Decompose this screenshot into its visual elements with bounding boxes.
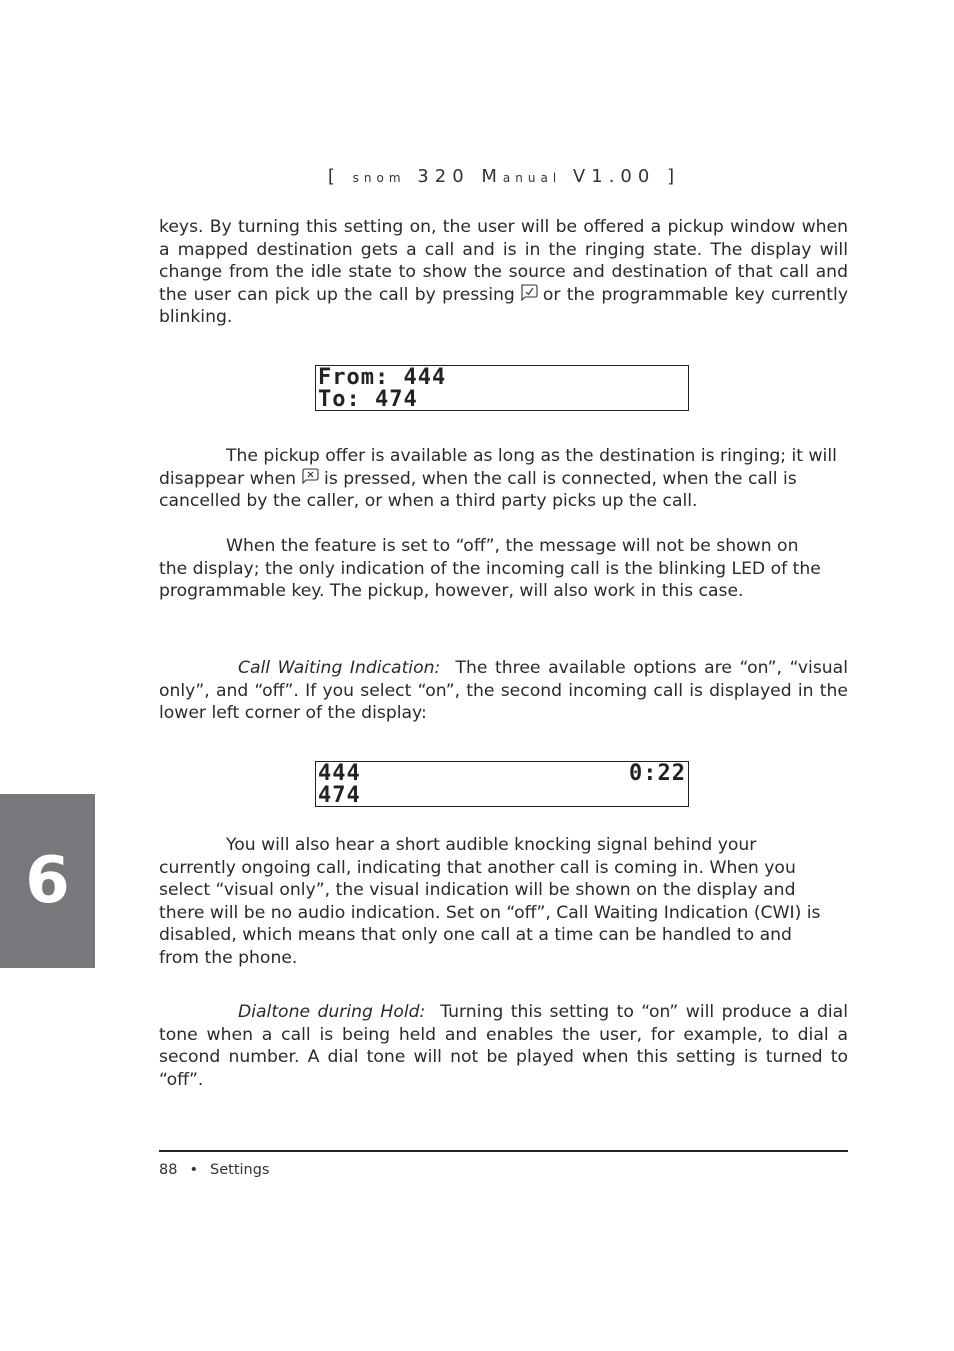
paragraph-dialtone-hold: Dialtone during Hold: Turning this setting to “on” will produce a dial tone when a call is being held and enables the user, for example, to dial a second number. A dial tone will not be played when this setting is turned to “off”. bbox=[159, 1002, 848, 1090]
lcd-line: To: 474 bbox=[318, 387, 418, 412]
check-key-icon bbox=[519, 284, 539, 302]
header-model: 320 bbox=[417, 166, 470, 187]
chapter-tab: 6 bbox=[0, 794, 95, 968]
header-manual: Manual bbox=[481, 166, 562, 187]
header-brand: snom bbox=[352, 171, 406, 185]
paragraph-pickup-window: keys. By turning this setting on, the user will be offered a pickup window when a mapped destination gets a call and is in the ringing state. The display will change from the idle state to show the source and destination of that call and the user can pick up the call by pressing or the programmable key currently blinking. bbox=[159, 217, 848, 327]
lcd-line: From: 444 bbox=[318, 365, 447, 390]
cancel-key-icon bbox=[300, 468, 320, 486]
lcd-display-call-waiting bbox=[315, 761, 689, 807]
paragraph-knocking-signal: You will also hear a short audible knocking signal behind your currently ongoing call, indicating that another call is coming in. When you select “visual only”, the visual indication will be shown on the display and there will be no audio indication. Set on “off”, Call Waiting Indication (CWI) is disabled, which means that only one call at a time can be handled to and from the phone. bbox=[159, 835, 821, 968]
footer-rule bbox=[159, 1150, 848, 1152]
lcd-line: 474 bbox=[318, 783, 361, 808]
running-header bbox=[0, 166, 954, 187]
paragraph-call-waiting: Call Waiting Indication: The three available options are “on”, “visual only”, and “off”. If you select “on”, the second incoming call is displayed in the lower left corner of the display: bbox=[159, 658, 848, 723]
header-version: V1.00 bbox=[572, 166, 656, 187]
footer-bullet: • bbox=[189, 1162, 199, 1178]
paragraph-feature-off: When the feature is set to “off”, the message will not be shown on the display; the only indication of the incoming call is the blinking LED of the programmable key. The pickup, however, will also work in this case. bbox=[159, 536, 821, 601]
page-number: 88 bbox=[159, 1162, 178, 1178]
page-footer bbox=[159, 1162, 270, 1178]
lcd-display-pickup bbox=[315, 365, 689, 411]
header-bracket-open: [ bbox=[327, 166, 341, 187]
footer-section: Settings bbox=[210, 1162, 270, 1178]
header-bracket-close: ] bbox=[667, 166, 681, 187]
lcd-line: 444 0:22 bbox=[318, 761, 686, 786]
term-call-waiting: Call Waiting Indication: bbox=[238, 658, 441, 678]
term-dialtone-hold: Dialtone during Hold: bbox=[238, 1002, 426, 1022]
paragraph-pickup-offer: The pickup offer is available as long as the destination is ringing; it will disappear when is pressed, when the call is connected, when the call is cancelled by the caller, or when a third party picks up the call. bbox=[159, 446, 837, 511]
